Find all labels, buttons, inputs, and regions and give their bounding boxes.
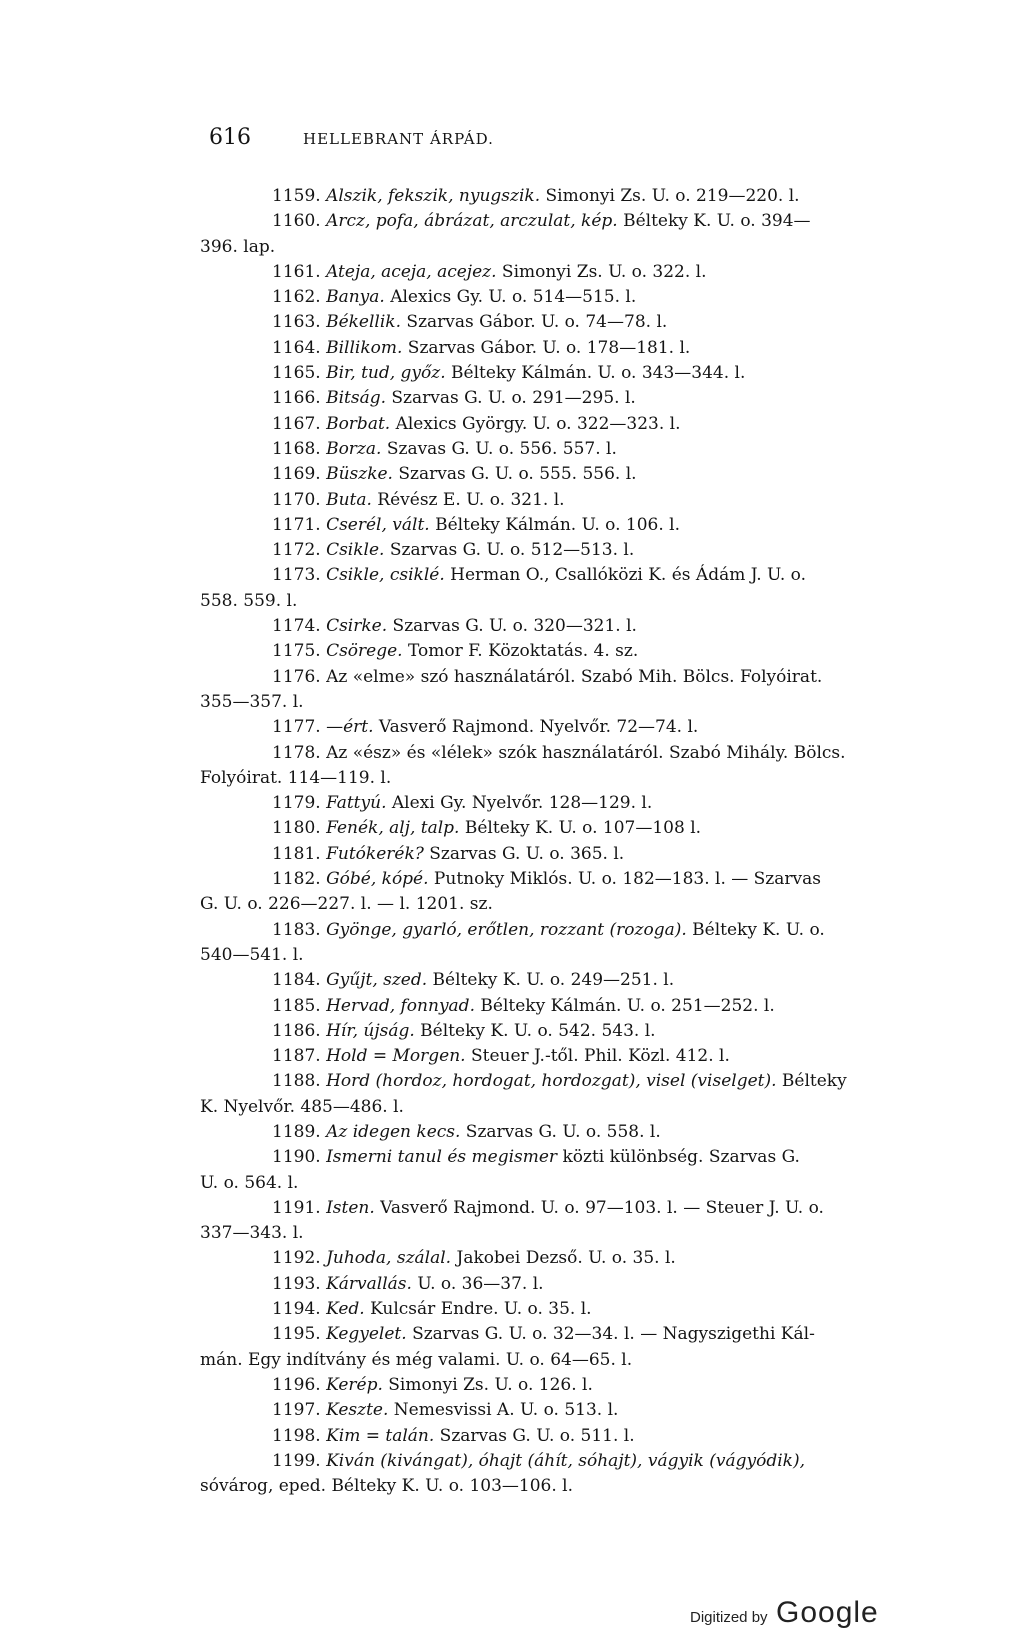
entry-title: Futókerék? <box>326 843 424 864</box>
entry-title: Buta. <box>326 489 372 510</box>
entry-reference: Alexi Gy. Nyelvőr. 128—129. l. <box>386 793 653 814</box>
entry-line <box>200 1398 940 1423</box>
entry-reference: Vasverő Rajmond. U. o. 97—103. l. — Steuer J. U. o. <box>374 1197 824 1218</box>
entry-reference: Tomor F. Közoktatás. 4. sz. <box>402 641 639 662</box>
entry-number: 1184. <box>272 970 321 991</box>
entry-line <box>200 1297 940 1322</box>
entry-reference: Bélteky <box>776 1071 847 1092</box>
entry-line <box>200 715 940 740</box>
entry-title: Békellik. <box>326 312 402 333</box>
entry-reference: Bélteky K. U. o. 542. 543. l. <box>414 1020 656 1041</box>
page-header <box>209 125 769 157</box>
entry-reference: Szarvas G. U. o. 512—513. l. <box>384 540 635 561</box>
entry-line <box>200 1120 940 1145</box>
entry-number: 1196. <box>272 1374 321 1395</box>
entry-reference: Szarvas G. U. o. 558. l. <box>460 1121 661 1142</box>
entry-line <box>200 361 940 386</box>
entry-reference: Simonyi Zs. U. o. 322. l. <box>496 261 707 282</box>
entry-reference: Bélteky Kálmán. U. o. 106. l. <box>429 514 681 535</box>
entry-line <box>200 209 940 234</box>
page-number: 616 <box>209 125 251 150</box>
entry-line <box>200 1044 940 1069</box>
entry-reference: Bélteky Kálmán. U. o. 251—252. l. <box>474 995 775 1016</box>
entry-reference: U. o. 36—37. l. <box>411 1273 544 1294</box>
entry-number: 1171. <box>272 514 321 535</box>
entry-reference: Bélteky Kálmán. U. o. 343—344. l. <box>445 363 746 384</box>
entry-line <box>200 994 940 1019</box>
entry-line <box>200 816 940 841</box>
entry-line <box>200 1373 940 1398</box>
entry-reference: Az «elme» szó használatáról. Szabó Mih. Bölcs. Folyóirat. <box>326 666 823 687</box>
entry-reference: Szarvas Gábor. U. o. 74—78. l. <box>401 312 668 333</box>
entry-continuation: sóvárog, eped. Bélteky K. U. o. 103—106. l. <box>200 1476 574 1497</box>
entry-title: Fattyú. <box>326 793 387 814</box>
entry-reference: Szavas G. U. o. 556. 557. l. <box>381 438 617 459</box>
entry-number: 1192. <box>272 1248 321 1269</box>
entry-title: Kim = talán. <box>326 1425 435 1446</box>
entry-reference: Simonyi Zs. U. o. 126. l. <box>382 1374 593 1395</box>
entry-title: Juhoda, szálal. <box>326 1248 452 1269</box>
entry-title: Ateja, aceja, acejez. <box>326 261 497 282</box>
entry-title: Kerép. <box>326 1374 383 1395</box>
entry-number: 1169. <box>272 464 321 485</box>
entry-number: 1188. <box>272 1071 321 1092</box>
entry-number: 1172. <box>272 540 321 561</box>
entry-line <box>200 285 940 310</box>
entry-continuation: G. U. o. 226—227. l. — l. 1201. sz. <box>200 894 493 915</box>
entry-number: 1182. <box>272 869 321 890</box>
entry-reference: Jakobei Dezső. U. o. 35. l. <box>451 1248 676 1269</box>
entry-number: 1194. <box>272 1299 321 1320</box>
entry-title: Ismerni tanul és megismer <box>326 1147 558 1168</box>
entry-number: 1185. <box>272 995 321 1016</box>
entry-reference: Herman O., Csallóközi K. és Ádám J. U. o. <box>444 565 806 586</box>
entry-title: Góbé, kópé. <box>326 869 429 890</box>
entry-number: 1195. <box>272 1324 321 1345</box>
entry-number: 1161. <box>272 261 321 282</box>
entry-number: 1183. <box>272 919 321 940</box>
entry-number: 1177. <box>272 717 321 738</box>
entry-number: 1165. <box>272 363 321 384</box>
entry-line <box>200 639 940 664</box>
entry-line <box>200 1272 940 1297</box>
entry-reference: Szarvas G. U. o. 555. 556. l. <box>392 464 637 485</box>
entry-title: Csikle. <box>326 540 385 561</box>
entry-list <box>200 184 940 1499</box>
entry-number: 1162. <box>272 287 321 308</box>
entry-reference: Steuer J.-től. Phil. Közl. 412. l. <box>465 1046 730 1067</box>
entry-continuation: 396. lap. <box>200 236 276 257</box>
entry-title: Borza. <box>326 438 382 459</box>
entry-number: 1199. <box>272 1450 321 1471</box>
entry-number: 1186. <box>272 1020 321 1041</box>
entry-line <box>200 437 940 462</box>
entry-line <box>200 1322 940 1347</box>
entry-title: Hord (hordoz, hordogat, hordozgat), visel (viselget). <box>326 1071 777 1092</box>
entry-continuation: mán. Egy indítvány és még valami. U. o. 64—65. l. <box>200 1349 633 1370</box>
entry-line <box>200 741 940 766</box>
entry-title: Cserél, vált. <box>326 514 430 535</box>
entry-title: Isten. <box>326 1197 375 1218</box>
entry-number: 1168. <box>272 438 321 459</box>
entry-line <box>200 968 940 993</box>
entry-line <box>200 842 940 867</box>
entry-number: 1173. <box>272 565 321 586</box>
entry-title: —ért. <box>326 717 374 738</box>
entry-continuation: 540—541. l. <box>200 944 304 965</box>
entry-title: Gyűjt, szed. <box>326 970 428 991</box>
entry-line <box>200 1196 940 1221</box>
entry-line <box>200 1145 940 1170</box>
entry-number: 1170. <box>272 489 321 510</box>
entry-reference: Szarvas G. U. o. 365. l. <box>423 843 625 864</box>
entry-reference: Kulcsár Endre. U. o. 35. l. <box>364 1299 592 1320</box>
entry-line <box>200 1069 940 1094</box>
entry-line <box>200 412 940 437</box>
entry-line <box>200 791 940 816</box>
entry-line <box>200 260 940 285</box>
entry-title: Bir, tud, győz. <box>326 363 446 384</box>
entry-title: Kegyelet. <box>326 1324 407 1345</box>
entry-line <box>200 310 940 335</box>
entry-number: 1180. <box>272 818 321 839</box>
entry-title: Borbat. <box>326 413 391 434</box>
entry-number: 1159. <box>272 186 321 206</box>
entry-title: Ked. <box>326 1299 365 1320</box>
entry-reference: Putnoky Miklós. U. o. 182—183. l. — Szarvas <box>428 869 821 890</box>
entry-title: Kárvallás. <box>326 1273 412 1294</box>
entry-reference: Szarvas Gábor. U. o. 178—181. l. <box>402 337 691 358</box>
entry-title: Keszte. <box>326 1400 389 1421</box>
entry-reference: Nemesvissi A. U. o. 513. l. <box>388 1400 619 1421</box>
entry-title: Az idegen kecs. <box>326 1121 461 1142</box>
entry-line <box>200 488 940 513</box>
entry-line <box>200 867 940 892</box>
entry-continuation: 558. 559. l. <box>200 590 298 611</box>
entry-line <box>200 184 940 209</box>
entry-continuation: 337—343. l. <box>200 1223 304 1244</box>
entry-title: Billikom. <box>326 337 403 358</box>
entry-number: 1178. <box>272 742 321 763</box>
entry-number: 1175. <box>272 641 321 662</box>
entry-line <box>200 1019 940 1044</box>
entry-number: 1167. <box>272 413 321 434</box>
entry-line <box>200 614 940 639</box>
entry-line <box>200 1246 940 1271</box>
entry-number: 1174. <box>272 616 321 637</box>
entry-number: 1197. <box>272 1400 321 1421</box>
entry-number: 1181. <box>272 843 321 864</box>
entry-reference: közti különbség. Szarvas G. <box>557 1147 800 1168</box>
entry-title: Alszik, fekszik, nyugszik. <box>326 186 541 206</box>
entry-reference: Simonyi Zs. U. o. 219—220. l. <box>540 186 800 206</box>
running-head: HELLEBRANT ÁRPÁD. <box>303 130 494 148</box>
entry-reference: Alexics Gy. U. o. 514—515. l. <box>384 287 637 308</box>
entry-title: Büszke. <box>326 464 393 485</box>
digitized-label: Digitized by <box>690 1609 768 1626</box>
entry-number: 1193. <box>272 1273 321 1294</box>
entry-line <box>200 538 940 563</box>
entry-number: 1163. <box>272 312 321 333</box>
entry-line <box>200 336 940 361</box>
entry-number: 1179. <box>272 793 321 814</box>
entry-number: 1198. <box>272 1425 321 1446</box>
entry-reference: Szarvas G. U. o. 320—321. l. <box>387 616 637 637</box>
entry-number: 1187. <box>272 1046 321 1067</box>
entry-continuation: K. Nyelvőr. 485—486. l. <box>200 1096 404 1117</box>
entry-title: Kiván (kivángat), óhajt (áhít, sóhajt), vágyik (vágyódik), <box>326 1450 805 1471</box>
entry-number: 1160. <box>272 211 321 232</box>
entry-reference: Az «ész» és «lélek» szók használatáról. Szabó Mihály. Bölcs. <box>326 742 846 763</box>
entry-title: Csirke. <box>326 616 388 637</box>
entry-reference: Szarvas G. U. o. 511. l. <box>434 1425 635 1446</box>
entry-title: Banya. <box>326 287 385 308</box>
entry-line <box>200 665 940 690</box>
entry-reference: Szarvas G. U. o. 32—34. l. — Nagyszigethi Kál- <box>406 1324 815 1345</box>
entry-reference: Bélteky K. U. o. 107—108 l. <box>459 818 702 839</box>
entry-title: Arcz, pofa, ábrázat, arczulat, kép. <box>326 211 618 232</box>
entry-reference: Bélteky K. U. o. 249—251. l. <box>427 970 675 991</box>
entry-number: 1166. <box>272 388 321 409</box>
google-logo: Google <box>776 1596 879 1629</box>
entry-line <box>200 1424 940 1449</box>
entry-line <box>200 563 940 588</box>
entry-title: Csikle, csiklé. <box>326 565 445 586</box>
entry-continuation: 355—357. l. <box>200 691 304 712</box>
entry-continuation: U. o. 564. l. <box>200 1172 299 1193</box>
entry-reference: Alexics György. U. o. 322—323. l. <box>390 413 681 434</box>
entry-line <box>200 386 940 411</box>
entry-reference: Vasverő Rajmond. Nyelvőr. 72—74. l. <box>373 717 699 738</box>
entry-continuation: Folyóirat. 114—119. l. <box>200 767 392 788</box>
entry-number: 1191. <box>272 1197 321 1218</box>
digitized-watermark <box>690 1596 879 1630</box>
entry-number: 1176. <box>272 666 321 687</box>
entry-title: Gyönge, gyarló, erőtlen, rozzant (rozoga). <box>326 919 687 940</box>
entry-title: Hervad, fonnyad. <box>326 995 475 1016</box>
entry-title: Fenék, alj, talp. <box>326 818 460 839</box>
entry-reference: Bélteky K. U. o. 394— <box>617 211 811 232</box>
entry-reference: Révész E. U. o. 321. l. <box>371 489 565 510</box>
entry-line <box>200 918 940 943</box>
entry-number: 1189. <box>272 1121 321 1142</box>
entry-title: Hold = Morgen. <box>326 1046 466 1067</box>
entry-title: Csörege. <box>326 641 403 662</box>
entry-title: Bitság. <box>326 388 386 409</box>
entry-reference: Bélteky K. U. o. <box>686 919 825 940</box>
entry-number: 1190. <box>272 1147 321 1168</box>
entry-reference: Szarvas G. U. o. 291—295. l. <box>386 388 636 409</box>
entry-line <box>200 462 940 487</box>
entry-line <box>200 1449 940 1474</box>
entry-line <box>200 513 940 538</box>
entry-title: Hír, újság. <box>326 1020 415 1041</box>
entry-number: 1164. <box>272 337 321 358</box>
